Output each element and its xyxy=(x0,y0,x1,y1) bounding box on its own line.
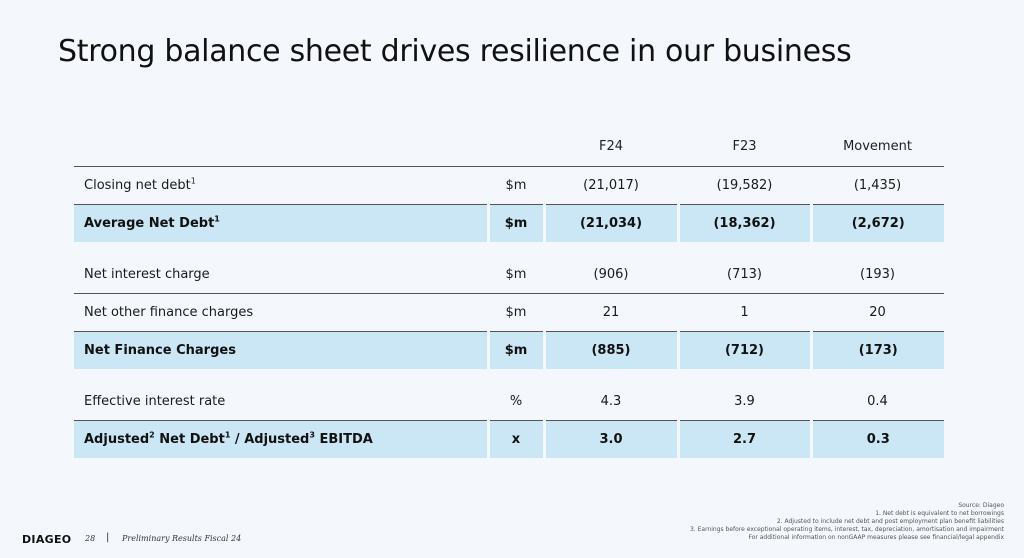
row-value-f24: 21 xyxy=(544,294,678,332)
row-unit: $m xyxy=(488,167,544,205)
row-label: Average Net Debt$^1$ xyxy=(74,205,488,243)
table-header-row xyxy=(74,126,944,167)
row-value-f24: 4.3 xyxy=(544,383,678,421)
row-closing-net-debt xyxy=(74,167,944,205)
header-f24: F24 xyxy=(544,126,678,167)
row-label: Net interest charge xyxy=(74,256,488,294)
row-net-other-finance-charges xyxy=(74,294,944,332)
footnotes xyxy=(690,502,1004,542)
row-value-f23: (712) xyxy=(678,332,811,370)
header-label-blank xyxy=(74,126,488,167)
row-value-f23: 1 xyxy=(678,294,811,332)
row-value-f23: (19,582) xyxy=(678,167,811,205)
row-value-f24: (21,017) xyxy=(544,167,678,205)
row-net-finance-charges xyxy=(74,332,944,370)
row-unit: $m xyxy=(488,294,544,332)
row-value-movement: 20 xyxy=(811,294,944,332)
row-label: Adjusted$^2$ Net Debt$^1$ / Adjusted$^3$ EBITDA xyxy=(74,421,488,459)
row-adjusted-leverage-ratio xyxy=(74,421,944,459)
row-value-f24: (21,034) xyxy=(544,205,678,243)
row-value-f24: (906) xyxy=(544,256,678,294)
footnote-source: Source: Diageo xyxy=(958,502,1004,509)
header-movement: Movement xyxy=(811,126,944,167)
header-f23: F23 xyxy=(678,126,811,167)
document-title: Preliminary Results Fiscal 24 xyxy=(122,534,242,543)
footnote-3: 3. Earnings before exceptional operating items, interest, tax, depreciation, amortisation and impairment xyxy=(689,526,1004,533)
finance-table-container xyxy=(74,126,944,458)
row-value-f23: (713) xyxy=(678,256,811,294)
diageo-logo: DIAGEO xyxy=(22,533,72,546)
footnote-1: 1. Net debt is equivalent to net borrowings xyxy=(875,510,1004,517)
row-value-f24: (885) xyxy=(544,332,678,370)
page-number: 28 xyxy=(85,534,96,543)
row-unit: x xyxy=(488,421,544,459)
row-value-f23: 2.7 xyxy=(678,421,811,459)
row-value-movement: 0.3 xyxy=(811,421,944,459)
footnote-appendix: For additional information on nonGAAP measures please see financial/legal appendix xyxy=(748,534,1004,541)
row-net-interest-charge xyxy=(74,256,944,294)
row-label: Net Finance Charges xyxy=(74,332,488,370)
row-spacer xyxy=(74,242,944,256)
footer-separator: | xyxy=(106,532,110,543)
row-label: Closing net debt$^1$ xyxy=(74,167,488,205)
footnote-2: 2. Adjusted to include net debt and post employment plan benefit liabilities xyxy=(776,518,1004,525)
row-label: Net other finance charges xyxy=(74,294,488,332)
row-value-movement: (2,672) xyxy=(811,205,944,243)
finance-table xyxy=(74,126,944,458)
row-value-movement: (1,435) xyxy=(811,167,944,205)
row-unit: $m xyxy=(488,205,544,243)
row-unit: $m xyxy=(488,256,544,294)
row-average-net-debt xyxy=(74,205,944,243)
row-value-movement: (173) xyxy=(811,332,944,370)
slide-title: Strong balance sheet drives resilience in our business xyxy=(58,34,852,69)
row-value-f23: 3.9 xyxy=(678,383,811,421)
row-effective-interest-rate xyxy=(74,383,944,421)
row-label: Effective interest rate xyxy=(74,383,488,421)
row-spacer xyxy=(74,369,944,383)
row-value-movement: (193) xyxy=(811,256,944,294)
row-value-f23: (18,362) xyxy=(678,205,811,243)
row-value-movement: 0.4 xyxy=(811,383,944,421)
row-unit: $m xyxy=(488,332,544,370)
row-unit: % xyxy=(488,383,544,421)
row-value-f24: 3.0 xyxy=(544,421,678,459)
header-unit-blank xyxy=(488,126,544,167)
